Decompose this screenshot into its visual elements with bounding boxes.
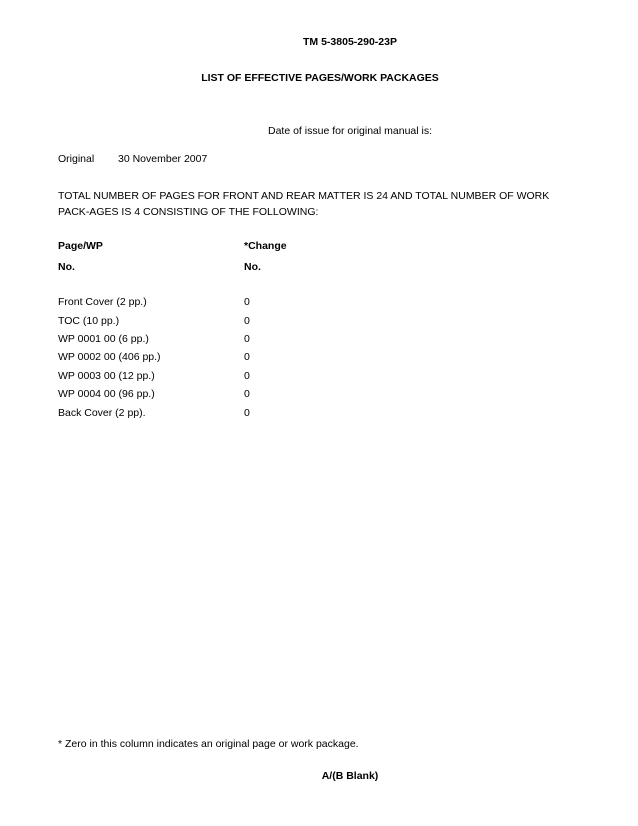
table-row-label: WP 0004 00 (96 pp.) [58, 388, 155, 400]
footnote: * Zero in this column indicates an original page or work package. [58, 738, 359, 750]
table-row-label: Front Cover (2 pp.) [58, 296, 147, 308]
column-header-change: *Change [244, 240, 287, 252]
table-row-change: 0 [244, 351, 250, 363]
column-header-change-no: No. [244, 261, 261, 273]
table-row-change: 0 [244, 315, 250, 327]
issue-label: Original [58, 153, 95, 165]
table-row-change: 0 [244, 296, 250, 308]
table-row-label: TOC (10 pp.) [58, 315, 120, 327]
tm-number: TM 5-3805-290-23P [303, 36, 397, 48]
page-title: LIST OF EFFECTIVE PAGES/WORK PACKAGES [201, 72, 439, 84]
table-row-label: WP 0003 00 (12 pp.) [58, 370, 155, 382]
table-row-change: 0 [244, 388, 250, 400]
page-number: A/(B Blank) [321, 770, 379, 782]
issue-date: 30 November 2007 [118, 153, 208, 165]
total-pages-statement: TOTAL NUMBER OF PAGES FOR FRONT AND REAR MATTER IS 24 AND TOTAL NUMBER OF WORK PACK-AGES IS 4 CONSISTING OF THE FOLLOWING: [58, 190, 550, 218]
table-row-label: WP 0002 00 (406 pp.) [58, 351, 161, 363]
table-row-label: WP 0001 00 (6 pp.) [58, 333, 149, 345]
table-row-label: Back Cover (2 pp). [58, 407, 146, 419]
column-header-page-wp: Page/WP [58, 240, 103, 252]
date-issue-label: Date of issue for original manual is: [268, 125, 432, 137]
column-header-page-wp-no: No. [58, 261, 75, 273]
table-row-change: 0 [244, 370, 250, 382]
table-row-change: 0 [244, 407, 250, 419]
table-row-change: 0 [244, 333, 250, 345]
